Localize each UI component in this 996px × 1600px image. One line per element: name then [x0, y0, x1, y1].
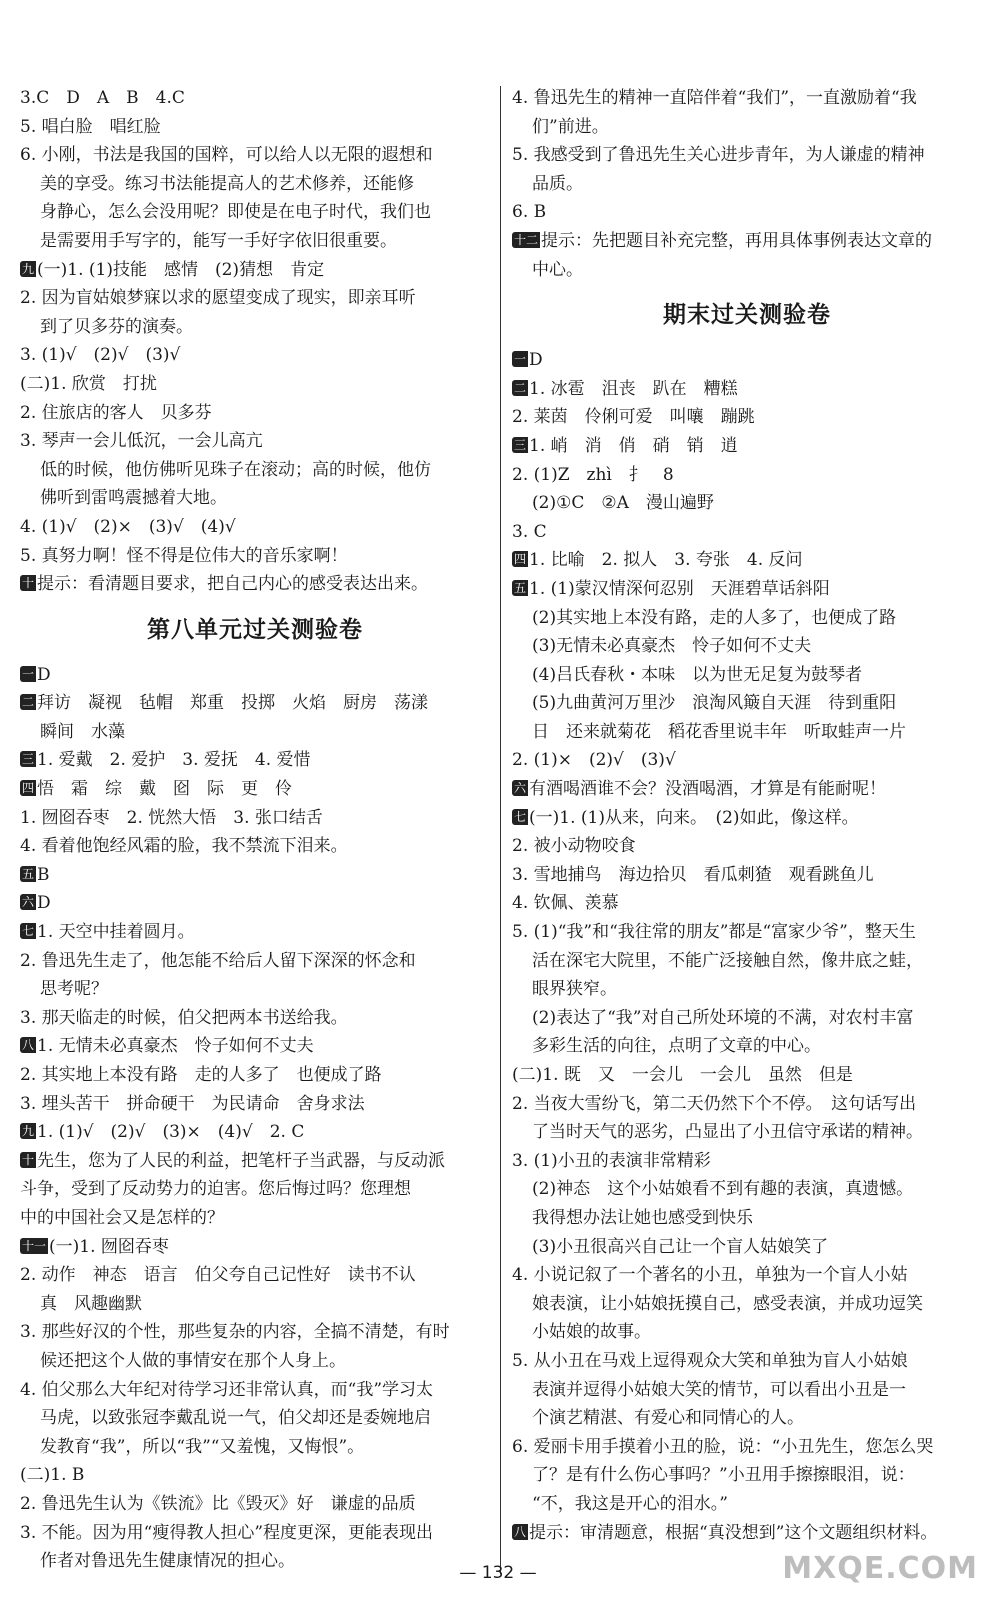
answer-line — [20, 513, 490, 542]
answer-text: 提示：先把题目补充完整，再用具体事例表达文章的 — [541, 230, 933, 251]
answer-text: 是需要用手写字的，能写一手好字依旧很重要。 — [40, 230, 397, 251]
answer-text: 6. B — [512, 202, 547, 223]
answer-line — [512, 227, 982, 256]
answer-text: 个演艺精湛、有爱心和同情心的人。 — [532, 1408, 804, 1429]
answer-line — [512, 84, 982, 113]
question-number-badge: 一 — [514, 352, 527, 367]
answer-line — [20, 1433, 490, 1462]
answer-text: 3. 雪地捕鸟 海边拾贝 看瓜刺猹 观看跳鱼儿 — [512, 864, 874, 885]
answer-text: 2. 住旅店的客人 贝多芬 — [20, 402, 212, 423]
answer-text: 1. 囫囵吞枣 2. 恍然大悟 3. 张口结舌 — [20, 807, 323, 828]
answer-line — [20, 832, 490, 861]
answer-line — [512, 1004, 982, 1033]
answer-text: 拜访 凝视 毡帽 郑重 投掷 火焰 厨房 荡漾 — [37, 693, 429, 714]
answer-line — [20, 427, 490, 456]
answer-text: 发教育“我”，所以“我”“又羞愧，又悔恨”。 — [40, 1436, 365, 1457]
answer-line — [20, 918, 490, 947]
answer-text: (2)表达了“我”对自己所处环境的不满，对农村丰富 — [532, 1007, 914, 1028]
answer-line — [512, 461, 982, 490]
answer-text: 6. 爱丽卡用手摸着小丑的脸，说：“小丑先生，您怎么哭 — [512, 1436, 934, 1457]
answer-text: 们”前进。 — [532, 116, 609, 137]
answer-text: (二)1. B — [20, 1465, 85, 1486]
answer-text: 3. (1)小丑的表演非常精彩 — [512, 1150, 711, 1171]
answer-line — [20, 341, 490, 370]
answer-line — [20, 1461, 490, 1490]
answer-text: 小姑娘的故事。 — [532, 1322, 651, 1343]
question-number-badge: 一 — [22, 666, 35, 681]
answer-text: (一)1. (1)技能 感情 (2)猜想 肯定 — [37, 259, 325, 280]
answer-text: 有酒喝酒谁不会？没酒喝酒，才算是有能耐呢！ — [529, 779, 887, 800]
answer-line — [20, 456, 490, 485]
answer-line — [20, 570, 490, 599]
answer-text: D — [37, 664, 51, 685]
answer-line — [512, 661, 982, 690]
answer-text: 表演并逗得小姑娘大笑的情节，可以看出小丑是一 — [532, 1379, 906, 1400]
answer-line — [20, 1290, 490, 1319]
answer-line — [512, 804, 982, 833]
answer-text: (二)1. 欣赏 打扰 — [20, 373, 157, 394]
answer-line — [512, 1204, 982, 1233]
question-number-badge: 六 — [22, 895, 35, 910]
question-number-badge: 四 — [514, 552, 527, 567]
answer-text: (3)无情未必真豪杰 怜子如何不丈夫 — [532, 636, 812, 657]
answer-text: 瞬间 水藻 — [40, 721, 125, 742]
answer-line — [20, 1519, 490, 1548]
answer-line — [512, 489, 982, 518]
answer-line — [512, 861, 982, 890]
section-title: 第八单元过关测验卷 — [147, 616, 363, 643]
answer-text: 1. 比喻 2. 拟人 3. 夸张 4. 反问 — [529, 550, 803, 571]
answer-line — [20, 542, 490, 571]
answer-text: 2. 其实地上本没有路 走的人多了 也便成了路 — [20, 1065, 382, 1085]
question-number-badge: 十 — [22, 1152, 35, 1167]
answer-line — [20, 861, 490, 890]
answer-text: 3. 那天临走的时候，伯父把两本书送给我。 — [20, 1007, 348, 1028]
page-number-value: 132 — [481, 1563, 515, 1583]
answer-line — [512, 947, 982, 976]
answer-text: 4. 看着他饱经风霜的脸，我不禁流下泪来。 — [20, 836, 348, 857]
answer-text: 1. 峭 消 俏 硝 销 逍 — [529, 435, 738, 456]
answer-line — [512, 1461, 982, 1490]
answer-line — [20, 689, 490, 718]
answer-text: 低的时候，他仿佛听见珠子在滚动；高的时候，他仿 — [40, 459, 431, 480]
answer-text: 多彩生活的向往，点明了文章的中心。 — [532, 1036, 821, 1057]
answer-text: 5. (1)“我”和“我往常的朋友”都是“富家少爷”，整天生 — [512, 922, 916, 943]
answer-text: 提示：看清题目要求，把自己内心的感受表达出来。 — [37, 574, 429, 595]
answer-text: (2)其实地上本没有路，走的人多了，也便成了路 — [532, 607, 897, 628]
question-number-badge: 七 — [514, 809, 527, 824]
answer-text: D — [529, 350, 543, 371]
answer-text: 身静心，怎么会没用呢？即使是在电子时代，我们也 — [40, 202, 431, 223]
answer-line — [512, 1290, 982, 1319]
question-number-badge: 八 — [22, 1038, 35, 1053]
answer-line — [512, 746, 982, 775]
answer-line — [20, 1204, 490, 1233]
question-number-badge: 五 — [514, 580, 527, 595]
answer-line — [512, 1090, 982, 1119]
answer-text: 3.C D A B 4.C — [20, 88, 185, 108]
answer-line — [512, 889, 982, 918]
answer-text: 了当时天气的恶劣，凸显出了小丑信守承诺的精神。 — [532, 1122, 923, 1143]
answer-text: 2. 因为盲姑娘梦寐以求的愿望变成了现实，即亲耳听 — [20, 288, 416, 309]
answer-text: 2. 鲁迅先生认为《铁流》比《毁灭》好 谦虚的品质 — [20, 1493, 416, 1514]
answer-line — [512, 1147, 982, 1176]
column-divider — [500, 86, 501, 1574]
answer-line — [20, 1090, 490, 1119]
answer-line — [512, 1519, 982, 1548]
answer-text: 活在深宅大院里，不能广泛接触自然，像井底之蛙， — [532, 950, 923, 971]
answer-text: 美的享受。练习书法能提高人的艺术修养，还能修 — [40, 173, 414, 194]
answer-text: 2. (1)Z zhì 扌 8 — [512, 464, 674, 485]
answer-line — [20, 775, 490, 804]
answer-line — [512, 518, 982, 547]
answer-line — [512, 432, 982, 461]
answer-text: 3. 琴声一会儿低沉，一会儿高亢 — [20, 431, 263, 452]
answer-line — [512, 1233, 982, 1262]
answer-text: 2. (1)× (2)√ (3)√ — [512, 750, 676, 771]
answer-line — [512, 975, 982, 1004]
answer-text: (4)吕氏春秋・本味 以为世无足复为鼓琴者 — [532, 664, 863, 685]
question-number-badge: 七 — [22, 924, 35, 939]
answer-text: 2. 被小动物咬食 — [512, 836, 636, 857]
answer-text: (5)九曲黄河万里沙 浪淘风簸自天涯 待到重阳 — [532, 693, 897, 714]
answer-text: 娘表演，让小姑娘抚摸自己，感受表演，并成功逗笑 — [532, 1293, 923, 1314]
answer-text: 3. 不能。因为用“瘦得教人担心”程度更深，更能表现出 — [20, 1522, 434, 1543]
question-number-badge: 十二 — [514, 232, 539, 247]
answer-line — [512, 775, 982, 804]
answer-line — [512, 1433, 982, 1462]
answer-line — [512, 604, 982, 633]
answer-text: (3)小丑很高兴自己让一个盲人姑娘笑了 — [532, 1236, 829, 1257]
answer-line — [20, 170, 490, 199]
answer-text: 提示：审清题意，根据“真没想到”这个文题组织材料。 — [529, 1522, 938, 1543]
watermark: MXQE.COM — [782, 1551, 978, 1586]
answer-text: 2. 当夜大雪纷飞，第二天仍然下个不停。 这句话写出 — [512, 1093, 917, 1114]
page-number: — 132 — — [459, 1563, 537, 1583]
question-number-badge: 三 — [22, 752, 35, 767]
answer-text: 4. 小说记叙了一个著名的小丑，单独为一个盲人小姑 — [512, 1265, 908, 1286]
right-column — [512, 84, 982, 1547]
answer-line — [20, 313, 490, 342]
answer-line — [512, 918, 982, 947]
answer-text: 1. 无情未必真豪杰 怜子如何不丈夫 — [37, 1036, 314, 1057]
answer-line — [512, 632, 982, 661]
answer-line — [512, 403, 982, 432]
answer-text: 3. (1)√ (2)√ (3)√ — [20, 345, 181, 366]
answer-line — [20, 1490, 490, 1519]
answer-line — [512, 575, 982, 604]
answer-line — [20, 84, 490, 113]
answer-line — [20, 1061, 490, 1090]
answer-text: 真 风趣幽默 — [40, 1293, 142, 1314]
answer-text: 4. 鲁迅先生的精神一直陪伴着“我们”，一直激励着“我 — [512, 88, 917, 108]
answer-text: 5. 真努力啊！怪不得是位伟大的音乐家啊！ — [20, 545, 348, 566]
answer-text: 中心。 — [532, 259, 583, 280]
answer-line — [20, 256, 490, 285]
answer-text: 2. 莱茵 伶俐可爱 叫嚷 蹦跳 — [512, 407, 755, 428]
answer-text: 了？是有什么伤心事吗？”小丑用手擦擦眼泪，说： — [532, 1465, 915, 1486]
answer-text: 1. 冰雹 沮丧 趴在 糟糕 — [529, 378, 738, 399]
answer-text: 日 还来就菊花 稻花香里说丰年 听取蛙声一片 — [532, 721, 906, 742]
question-number-badge: 五 — [22, 866, 35, 881]
answer-text: 4. 钦佩、羡慕 — [512, 893, 619, 914]
answer-text: 眼界狭窄。 — [532, 979, 617, 1000]
answer-text: 2. 鲁迅先生走了，他怎能不给后人留下深深的怀念和 — [20, 950, 416, 971]
answer-line — [20, 113, 490, 142]
answer-line — [512, 1061, 982, 1090]
answer-line — [20, 1233, 490, 1262]
answer-text: 3. C — [512, 521, 547, 542]
answer-text: 到了贝多芬的演奏。 — [40, 316, 193, 337]
answer-text: 6. 小刚，书法是我国的国粹，可以给人以无限的遐想和 — [20, 145, 433, 166]
answer-text: 候还把这个人做的事情安在那个人身上。 — [40, 1350, 346, 1371]
answer-line — [20, 1318, 490, 1347]
answer-line — [512, 1261, 982, 1290]
answer-line — [512, 141, 982, 170]
answer-text: 佛听到雷鸣震撼着大地。 — [40, 488, 227, 509]
answer-line — [512, 832, 982, 861]
answer-text: 3. 埋头苦干 拼命硬干 为民请命 舍身求法 — [20, 1093, 365, 1114]
answer-line — [20, 1261, 490, 1290]
question-number-badge: 四 — [22, 781, 35, 796]
answer-line — [512, 170, 982, 199]
answer-line — [20, 947, 490, 976]
answer-line — [20, 1147, 490, 1176]
answer-line — [512, 689, 982, 718]
answer-line — [512, 198, 982, 227]
answer-text: 1. (1)蒙汉情深何忍别 天涯碧草话斜阳 — [529, 578, 830, 599]
answer-line — [512, 346, 982, 375]
answer-line — [512, 546, 982, 575]
answer-line — [20, 227, 490, 256]
answer-text: 5. 唱白脸 唱红脸 — [20, 116, 161, 137]
answer-text: (2)神态 这个小姑娘看不到有趣的表演，真遗憾。 — [532, 1179, 914, 1200]
answer-text: 作者对鲁迅先生健康情况的担心。 — [40, 1551, 295, 1572]
answer-line — [512, 1404, 982, 1433]
answer-text: 2. 动作 神态 语言 伯父夸自己记性好 读书不认 — [20, 1265, 416, 1286]
answer-text: 斗争，受到了反动势力的迫害。您后悔过吗？您理想 — [20, 1179, 411, 1200]
answer-text: 5. 从小丑在马戏上逗得观众大笑和单独为盲人小姑娘 — [512, 1350, 908, 1371]
answer-text: (一)1. (1)从来，向来。 (2)如此，像这样。 — [529, 807, 859, 828]
answer-text: “不，我这是开心的泪水。” — [532, 1493, 728, 1514]
answer-line — [20, 198, 490, 227]
answer-line — [512, 1118, 982, 1147]
question-number-badge: 六 — [514, 781, 527, 796]
answer-line — [20, 399, 490, 428]
answer-line — [20, 370, 490, 399]
answer-text: 我得想办法让她也感受到快乐 — [532, 1207, 753, 1228]
question-number-badge: 二 — [514, 380, 527, 395]
answer-line — [512, 375, 982, 404]
answer-text: 先生，您为了人民的利益，把笔杆子当武器，与反动派 — [37, 1150, 446, 1171]
answer-text: 思考呢？ — [40, 979, 108, 1000]
answer-text: 4. (1)√ (2)× (3)√ (4)√ — [20, 516, 236, 537]
answer-text: 1. 天空中挂着圆月。 — [37, 922, 195, 943]
answer-text: 1. (1)√ (2)√ (3)× (4)√ 2. C — [37, 1122, 305, 1143]
answer-line — [512, 718, 982, 747]
answer-line — [20, 718, 490, 747]
question-number-badge: 十一 — [22, 1238, 47, 1253]
question-number-badge: 九 — [22, 1124, 35, 1139]
answer-line — [512, 1175, 982, 1204]
question-number-badge: 二 — [22, 695, 35, 710]
answer-text: D — [37, 893, 51, 914]
answer-line — [20, 975, 490, 1004]
question-number-badge: 八 — [514, 1524, 527, 1539]
answer-text: 5. 我感受到了鲁迅先生关心进步青年，为人谦虚的精神 — [512, 145, 925, 166]
answer-line — [20, 141, 490, 170]
answer-line — [20, 1376, 490, 1405]
answer-line — [20, 1347, 490, 1376]
answer-line — [512, 1318, 982, 1347]
answer-line — [20, 804, 490, 833]
answer-line — [20, 661, 490, 690]
answer-text: (二)1. 既 又 一会儿 一会儿 虽然 但是 — [512, 1065, 853, 1085]
question-number-badge: 十 — [22, 576, 35, 591]
answer-text: 品质。 — [532, 173, 583, 194]
answer-text: (2)①C ②A 漫山遍野 — [532, 493, 714, 514]
answer-line — [20, 746, 490, 775]
answer-line — [20, 1404, 490, 1433]
answer-line — [20, 1004, 490, 1033]
answer-line — [20, 1175, 490, 1204]
answer-line — [20, 284, 490, 313]
answer-line — [20, 484, 490, 513]
answer-text: 3. 那些好汉的个性，那些复杂的内容，全搞不清楚，有时 — [20, 1322, 450, 1343]
answer-text: 4. 伯父那么大年纪对待学习还非常认真，而“我”学习太 — [20, 1379, 434, 1400]
answer-text: 1. 爱戴 2. 爱护 3. 爱抚 4. 爱惜 — [37, 750, 311, 771]
answer-text: (一)1. 囫囵吞枣 — [49, 1236, 169, 1257]
answer-text: B — [37, 864, 50, 885]
answer-line — [20, 1032, 490, 1061]
answer-line — [512, 113, 982, 142]
answer-text: 悟 霜 综 戴 囵 际 更 伶 — [37, 779, 293, 800]
answer-text: 马虎，以致张冠李戴乱说一气，伯父却还是委婉地启 — [40, 1408, 431, 1429]
question-number-badge: 九 — [22, 261, 35, 276]
answer-line — [512, 1376, 982, 1405]
answer-line — [512, 1490, 982, 1519]
answer-text: 中的中国社会又是怎样的？ — [20, 1207, 224, 1228]
section-title: 期末过关测验卷 — [663, 302, 831, 329]
answer-line — [20, 889, 490, 918]
answer-line — [512, 256, 982, 285]
left-column — [20, 84, 490, 1576]
answer-line — [20, 1118, 490, 1147]
answer-line — [512, 1347, 982, 1376]
answer-line — [512, 1032, 982, 1061]
question-number-badge: 三 — [514, 437, 527, 452]
